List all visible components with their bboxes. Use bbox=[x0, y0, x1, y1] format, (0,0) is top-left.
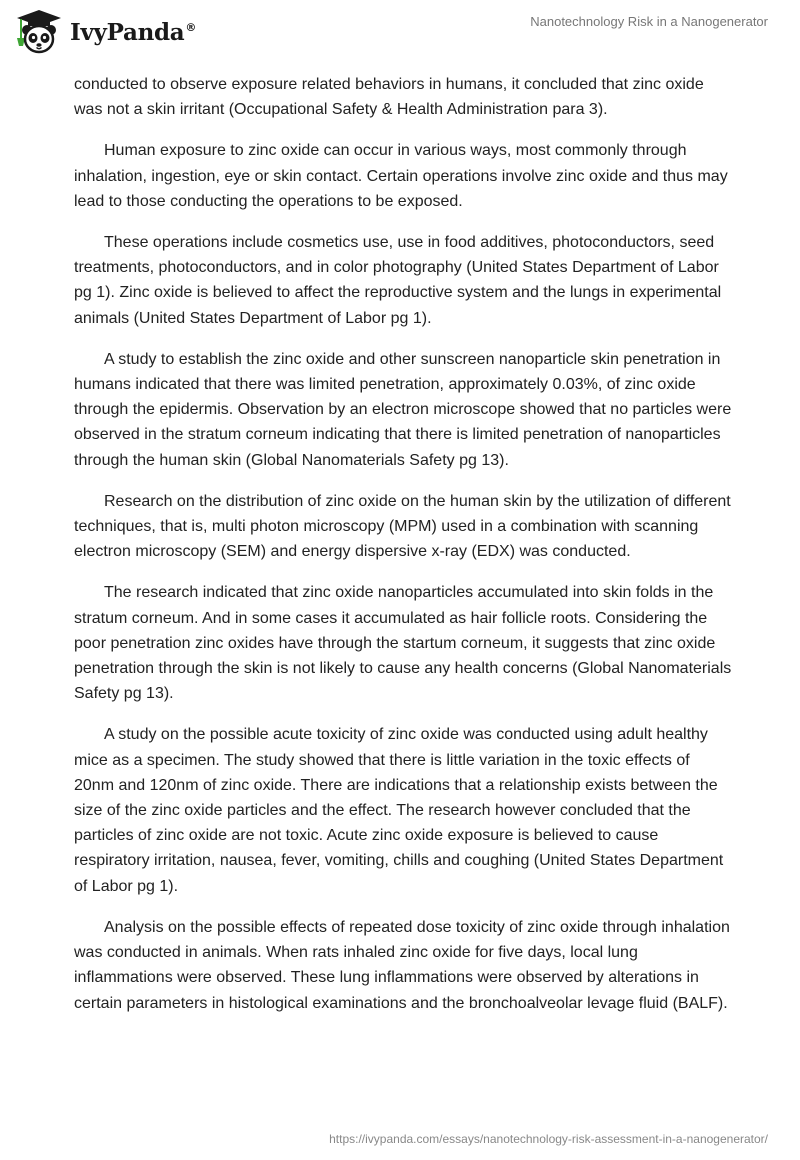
panda-graduate-icon bbox=[14, 8, 64, 54]
ivypanda-logo[interactable] bbox=[14, 8, 196, 54]
paragraph: These operations include cosmetics use, use in food additives, photoconductors, seed treatments, photoconductors, and in color photography (United States Department of Labor pg 1). Zinc oxide is believed to affect the reproductive system and the lungs in experimental animals (United States Department of Labor pg 1). bbox=[74, 234, 722, 327]
paragraph: conducted to observe exposure related behaviors in humans, it concluded that zinc oxide was not a skin irritant (Occupational Safety & Health Administration para 3). bbox=[74, 76, 704, 119]
logo-wordmark bbox=[70, 19, 196, 46]
essay-body bbox=[74, 72, 734, 1032]
paragraph: A study to establish the zinc oxide and other sunscreen nanoparticle skin penetration in humans indicated that there was limited penetration, approximately 0.03%, of zinc oxide through the epidermis. Observation by an electron microscope showed that no particles were observed in the stratum corneum indicating that there is limited penetration of nanoparticles through the human skin (Global Nanomaterials Safety pg 13). bbox=[74, 350, 732, 469]
registered-mark: ® bbox=[185, 20, 197, 34]
paragraph: The research indicated that zinc oxide nanoparticles accumulated into skin folds in the stratum corneum. And in some cases it accumulated as hair follicle roots. Considering the poor penetration zinc oxides have through the startum corneum, it suggests that zinc oxide penetration through the skin is not likely to cause any health concerns (Global Nanomaterials Safety pg 13). bbox=[74, 584, 732, 703]
paragraph: Research on the distribution of zinc oxide on the human skin by the utilization of different techniques, that is, multi photon microscopy (MPM) used in a combination with scanning electron microscopy (SEM) and energy dispersive x-ray (EDX) was conducted. bbox=[74, 492, 731, 561]
paragraph: Analysis on the possible effects of repeated dose toxicity of zinc oxide through inhalation was conducted in animals. When rats inhaled zinc oxide for five days, local lung inflammations were observed. These lung inflammations were observed by alterations in certain parameters in histological examinations and the bronchoalveolar levage fluid (BALF). bbox=[74, 918, 730, 1012]
paragraph: Human exposure to zinc oxide can occur in various ways, most commonly through inhalation, ingestion, eye or skin contact. Certain operations involve zinc oxide and thus may lead to those conducting the operations to be exposed. bbox=[74, 142, 728, 210]
document-title: Nanotechnology Risk in a Nanogenerator bbox=[530, 14, 768, 29]
source-url-link[interactable]: https://ivypanda.com/essays/nanotechnology-risk-assessment-in-a-nanogenerator/ bbox=[329, 1132, 768, 1146]
logo-name: IvyPanda bbox=[70, 18, 185, 46]
paragraph: A study on the possible acute toxicity of zinc oxide was conducted using adult healthy mice as a specimen. The study showed that there is little variation in the toxic effects of 20nm and 120nm of zinc oxide. There are indications that a relationship exists between the size of the zinc oxide particles and the effect. The research however concluded that the particles of zinc oxide are not toxic. Acute zinc oxide exposure is believed to cause respiratory irritation, nausea, fever, vomiting, chills and coughing (United States Department of Labor pg 1). bbox=[74, 726, 724, 895]
page-header bbox=[0, 0, 800, 70]
